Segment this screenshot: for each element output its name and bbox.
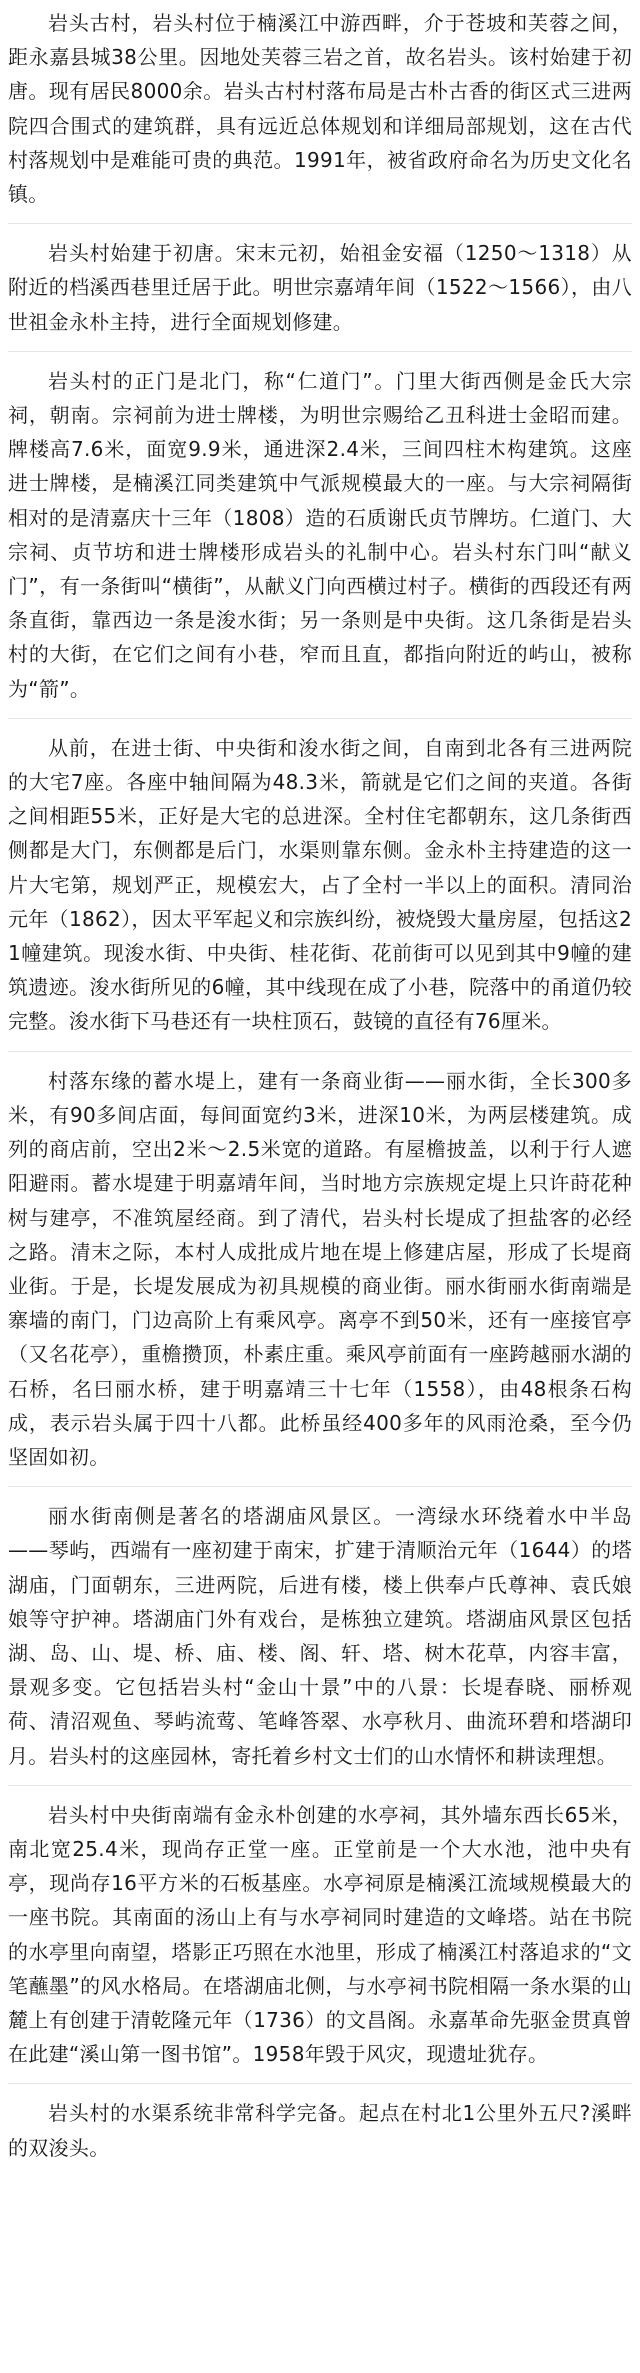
paragraph-divider [8, 223, 632, 224]
paragraph-divider [8, 351, 632, 352]
paragraph-shuiting-hall: 岩头村中央街南端有金永朴创建的水亭祠，其外墙东西长65米，南北宽25.4米，现尚存正堂一座。正堂前是一个大水池，池中央有亭，现尚存16平方米的石板基座。水亭祠原是楠溪江流域规模最大的一座书院。其南面的汤山上有与水亭祠同时建造的文峰塔。站在书院的水亭里向南望，塔影正巧照在水池里，形成了楠溪江村落追求的“文笔蘸墨”的风水格局。在塔湖庙北侧，与水亭祠书院相隔一条水渠的山麓上有创建于清乾隆元年（1736）的文昌阁。永嘉革命先驱金贯真曾在此建“溪山第一图书馆”。1958年毁于风灾，现遗址犹存。 [8, 1802, 632, 2067]
paragraph-lishui-street: 村落东缘的蓄水堤上，建有一条商业街——丽水街，全长300多米，有90多间店面，每间面宽约3米，进深10米，为两层楼建筑。成列的商店前，空出2米～2.5米宽的道路。有屋檐披盖，以利于行人遮阳避雨。蓄水堤建于明嘉靖年间，当时地方宗族规定堤上只许莳花种树与建亭，不准筑屋经商。到了清代，岩头村长堤成了担盐客的必经之路。清末之际，本村人成批成片地在堤上修建店屋，形成了长堤商业街。于是，长堤发展成为初具规模的商业街。丽水街丽水街南端是寨墙的南门，门边高阶上有乘风亭。离亭不到50米，还有一座接官亭（又名花亭），重檐攒顶，朴素庄重。乘风亭前面有一座跨越丽水湖的石桥，名曰丽水桥，建于明嘉靖三十七年（1558），由48根条石构成，表示岩头属于四十八都。此桥虽经400多年的风雨沧桑，至今仍坚固如初。 [8, 1068, 632, 1469]
paragraph-tahu-temple: 丽水街南侧是著名的塔湖庙风景区。一湾绿水环绕着水中半岛——琴屿，西端有一座初建于南宋，扩建于清顺治元年（1644）的塔湖庙，门面朝东，三进两院，后进有楼，楼上供奉卢氏尊神、袁氏娘娘等守护神。塔湖庙门外有戏台，是栋独立建筑。塔湖庙风景区包括湖、岛、山、堤、桥、庙、楼、阁、轩、塔、树木花草，内容丰富，景观多变。它包括岩头村“金山十景”中的八景：长堤春晓、丽桥观荷、清沼观鱼、琴屿流莺、笔峰答翠、水亭秋月、曲流环碧和塔湖印月。岩头村的这座园林，寄托着乡村文士们的山水情怀和耕读理想。 [8, 1504, 632, 1768]
paragraph-divider [8, 1785, 632, 1786]
paragraph-north-gate: 岩头村的正门是北门，称“仁道门”。门里大街西侧是金氏大宗祠，朝南。宗祠前为进士牌楼，为明世宗赐给乙丑科进士金昭而建。牌楼高7.6米，面宽9.9米，通进深2.4米，三间四柱木构建筑。这座进士牌楼，是楠溪江同类建筑中气派规模最大的一座。与大宗祠隔街相对的是清嘉庆十三年（1808）造的石质谢氏贞节牌坊。仁道门、大宗祠、贞节坊和进士牌楼形成岩头的礼制中心。岩头村东门叫“献义门”，有一条街叫“横街”，从献义门向西横过村子。横街的西段还有两条直街，靠西边一条是浚水街；另一条则是中央街。这几条街是岩头村的大街，在它们之间有小巷，窄而且直，都指向附近的屿山，被称为“箭”。 [8, 368, 632, 701]
paragraph-founding: 岩头村始建于初唐。宋末元初，始祖金安福（1250～1318）从附近的档溪西巷里迁居于此。明世宗嘉靖年间（1522～1566），由八世祖金永朴主持，进行全面规划修建。 [8, 241, 632, 334]
paragraph-divider [8, 2083, 632, 2084]
paragraph-divider [8, 1486, 632, 1487]
paragraph-canal-system: 岩头村的水渠系统非常科学完备。起点在村北1公里外五尺?溪畔的双浚头。 [8, 2101, 632, 2160]
paragraph-divider [8, 1051, 632, 1052]
paragraph-intro: 岩头古村，岩头村位于楠溪江中游西畔，介于苍坡和芙蓉之间，距永嘉县城38公里。因地处芙蓉三岩之首，故名岩头。该村始建于初唐。现有居民8000余。岩头古村村落布局是古朴古香的街区式三进两院四合围式的建筑群，具有远近总体规划和详细局部规划，这在古代村落规划中是难能可贵的典范。1991年，被省政府命名为历史文化名镇。 [8, 11, 632, 207]
paragraph-residences: 从前，在进士街、中央街和浚水街之间，自南到北各有三进两院的大宅7座。各座中轴间隔为48.3米，箭就是它们之间的夹道。各街之间相距55米，正好是大宅的总进深。全村住宅都朝东，这几条街西侧都是大门，东侧都是后门，水渠则靠东侧。金永朴主持建造的这一片大宅第，规划严正，规模宏大，占了全村一半以上的面积。清同治元年（1862），因太平军起义和宗族纠纷，被烧毁大量房屋，包括这21幢建筑。现浚水街、中央街、桂花街、花前街可以见到其中9幢的建筑遗迹。浚水街所见的6幢，其中线现在成了小巷，院落中的甬道仍较完整。浚水街下马巷还有一块柱顶石，鼓镜的直径有76厘米。 [8, 735, 632, 1034]
paragraph-divider [8, 718, 632, 719]
